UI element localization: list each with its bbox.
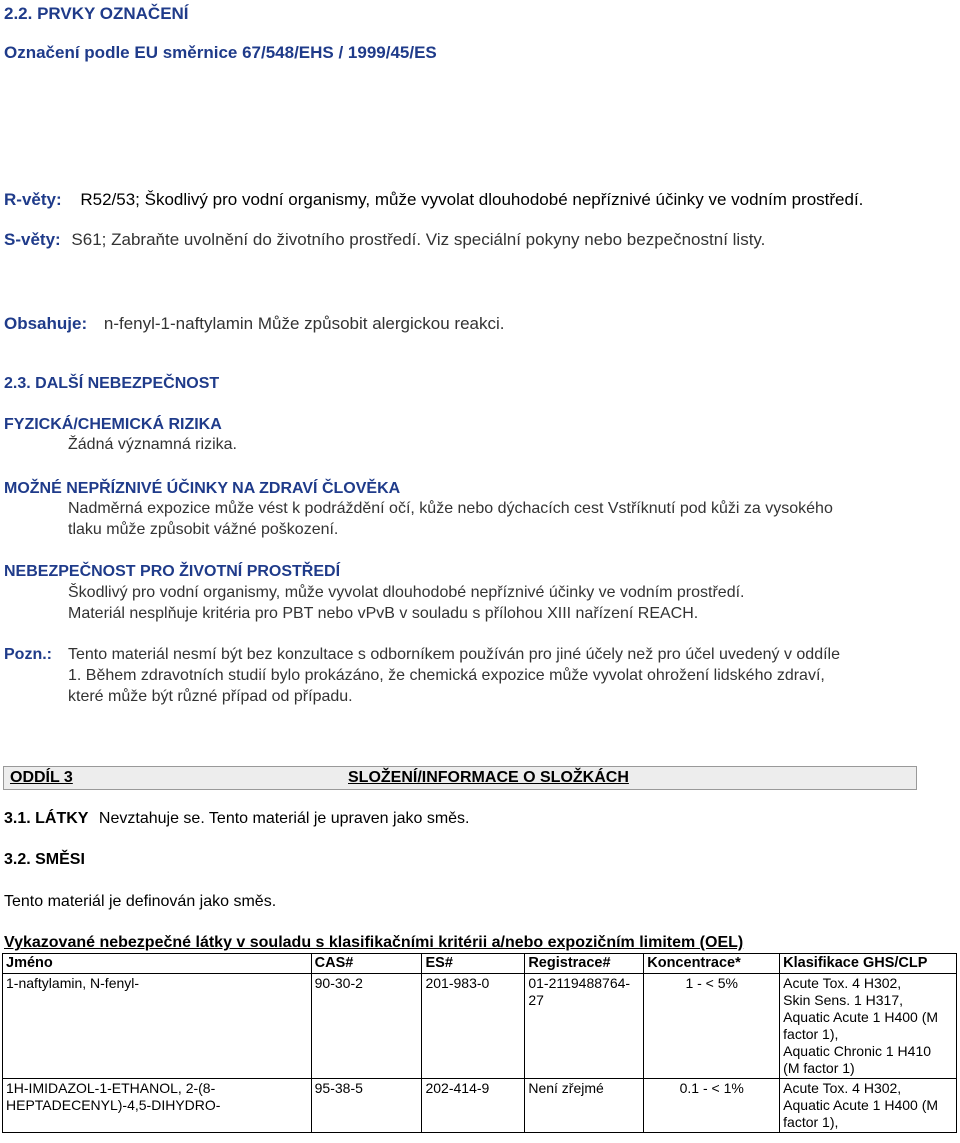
note-line-2: 1. Během zdravotních studií bylo prokázáno, že chemická expozice může vyvolat ohrožení lidského zdraví, bbox=[68, 667, 825, 684]
cell-registration bbox=[525, 1079, 644, 1133]
environment-line-2: Materiál nesplňuje kritéria pro PBT nebo vPvB v souladu s přílohou XIII nařízení REACH. bbox=[68, 605, 699, 622]
header-name: Jméno bbox=[3, 954, 312, 974]
header-concentration: Koncentrace* bbox=[644, 954, 780, 974]
classification-line: Acute Tox. 4 H302, bbox=[783, 975, 902, 991]
contains-label: Obsahuje: bbox=[4, 314, 88, 333]
physical-hazards-text: Žádná významná rizika. bbox=[68, 436, 237, 453]
contains-row bbox=[4, 314, 504, 334]
cell-cas: 95-38-5 bbox=[311, 1079, 422, 1133]
name-line: 1-naftylamin, N-fenyl- bbox=[6, 975, 140, 991]
classification-line: Aquatic Acute 1 H400 (M bbox=[783, 1009, 939, 1025]
cell-es: 202-414-9 bbox=[422, 1079, 525, 1133]
cell-concentration: 1 - < 5% bbox=[644, 974, 780, 1079]
classification-line: factor 1), bbox=[783, 1026, 839, 1042]
note-line-3: které může být různé případ od případu. bbox=[68, 688, 353, 705]
health-effects-heading: MOŽNÉ NEPŘÍZNIVÉ ÚČINKY NA ZDRAVÍ ČLOVĚKA bbox=[4, 480, 401, 497]
section-3-1-label: 3.1. LÁTKY bbox=[4, 810, 89, 827]
note-line-1: Tento materiál nesmí být bez konzultace s odborníkem používán pro jiné účely než pro účel uvedený v oddíle bbox=[68, 646, 840, 663]
health-effects-line-2: tlaku může způsobit vážné poškození. bbox=[68, 521, 339, 538]
table-header-row bbox=[3, 954, 957, 974]
header-registration: Registrace# bbox=[525, 954, 644, 974]
contains-text: n-fenyl-1-naftylamin Může způsobit alergickou reakci. bbox=[103, 314, 505, 333]
note-label: Pozn.: bbox=[4, 646, 52, 663]
header-classification: Klasifikace GHS/CLP bbox=[780, 954, 957, 974]
classification-line: Skin Sens. 1 H317, bbox=[783, 992, 904, 1008]
r-phrases-row bbox=[4, 190, 863, 210]
cell-name bbox=[3, 974, 312, 1079]
section-3-title: SLOŽENÍ/INFORMACE O SLOŽKÁCH bbox=[348, 769, 629, 786]
classification-line: factor 1), bbox=[783, 1114, 839, 1130]
section-2-3-heading: 2.3. DALŠÍ NEBEZPEČNOST bbox=[4, 375, 220, 392]
environment-heading: NEBEZPEČNOST PRO ŽIVOTNÍ PROSTŘEDÍ bbox=[4, 563, 341, 580]
header-cas: CAS# bbox=[311, 954, 422, 974]
s-phrases-text: S61; Zabraňte uvolnění do životního prostředí. Viz speciální pokyny nebo bezpečnostní listy. bbox=[71, 230, 766, 249]
section-3-1-row bbox=[4, 810, 469, 828]
cell-name bbox=[3, 1079, 312, 1133]
s-phrases-row bbox=[4, 230, 765, 250]
health-effects-line-1: Nadměrná expozice může vést k podráždění očí, kůže nebo dýchacích cest Vstříknutí pod kůži za vysokého bbox=[68, 500, 833, 517]
eu-directive-label: Označení podle EU směrnice 67/548/EHS / 1999/45/ES bbox=[4, 43, 437, 62]
substances-table bbox=[2, 953, 957, 1133]
section-3-2-label: 3.2. SMĚSI bbox=[4, 851, 85, 868]
header-es: ES# bbox=[422, 954, 525, 974]
cell-classification bbox=[780, 974, 957, 1079]
substances-table-title: Vykazované nebezpečné látky v souladu s klasifikačními kritérii a/nebo expozičním limitem (OEL) bbox=[4, 934, 744, 951]
cell-classification bbox=[780, 1079, 957, 1133]
section-3-1-text: Nevztahuje se. Tento materiál je upraven jako směs. bbox=[98, 810, 470, 827]
r-phrases-label: R-věty: bbox=[4, 190, 62, 209]
classification-line: Acute Tox. 4 H302, bbox=[783, 1080, 902, 1096]
cell-es: 201-983-0 bbox=[422, 974, 525, 1079]
name-line: HEPTADECENYL)-4,5-DIHYDRO- bbox=[6, 1097, 221, 1113]
section-3-number: ODDÍL 3 bbox=[10, 769, 73, 786]
section-2-2-heading: 2.2. PRVKY OZNAČENÍ bbox=[4, 4, 189, 23]
cell-cas: 90-30-2 bbox=[311, 974, 422, 1079]
table-row bbox=[3, 974, 957, 1079]
mixture-text: Tento materiál je definován jako směs. bbox=[4, 893, 277, 910]
table-row bbox=[3, 1079, 957, 1133]
cell-concentration: 0.1 - < 1% bbox=[644, 1079, 780, 1133]
environment-line-1: Škodlivý pro vodní organismy, může vyvolat dlouhodobé nepříznivé účinky ve vodním prostředí. bbox=[68, 584, 745, 601]
classification-line: (M factor 1) bbox=[783, 1060, 855, 1076]
cell-registration bbox=[525, 974, 644, 1079]
physical-hazards-heading: FYZICKÁ/CHEMICKÁ RIZIKA bbox=[4, 416, 222, 433]
classification-line: Aquatic Acute 1 H400 (M bbox=[783, 1097, 939, 1113]
registration-line: 27 bbox=[528, 992, 544, 1008]
s-phrases-label: S-věty: bbox=[4, 230, 61, 249]
registration-line: Není zřejmé bbox=[528, 1080, 604, 1096]
name-line: 1H-IMIDAZOL-1-ETHANOL, 2-(8- bbox=[6, 1080, 216, 1096]
r-phrases-text: R52/53; Škodlivý pro vodní organismy, může vyvolat dlouhodobé nepříznivé účinky ve vodním prostředí. bbox=[80, 190, 864, 209]
registration-line: 01-2119488764- bbox=[528, 975, 631, 991]
classification-line: Aquatic Chronic 1 H410 bbox=[783, 1043, 932, 1059]
